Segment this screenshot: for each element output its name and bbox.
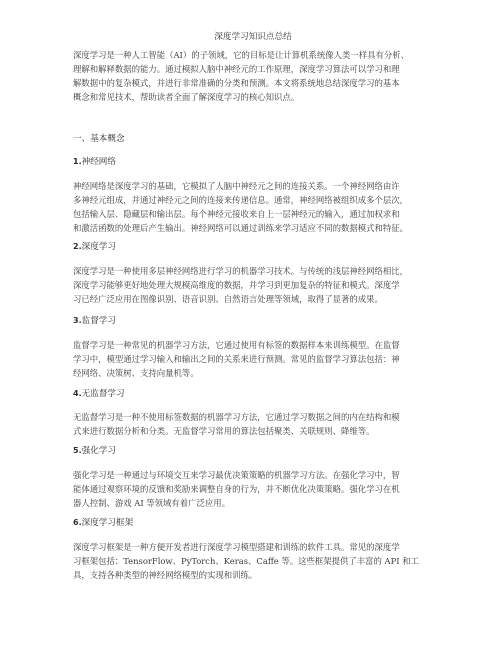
paragraph-line: 经网络、决策树、支持向量机等。 bbox=[73, 368, 199, 378]
intro-line: 理解和解释数据的能力。通过模拟人脑中神经元的工作原理，深度学习算法可以学习和理 bbox=[73, 64, 400, 74]
subsection-title: 监督学习 bbox=[81, 316, 116, 326]
subsection-title: 深度学习框架 bbox=[81, 518, 134, 528]
paragraph-neural-network bbox=[73, 179, 435, 235]
subsection-title: 无监督学习 bbox=[81, 389, 125, 399]
subsection-number: 3. bbox=[73, 316, 82, 325]
intro-line: 解数据中的复杂模式，并进行非常准确的分类和预测。本文将系统地总结深度学习的基本 bbox=[73, 78, 400, 88]
subsection-number: 4. bbox=[73, 389, 82, 398]
intro-paragraph bbox=[73, 48, 435, 104]
subsection-number: 2. bbox=[73, 242, 82, 251]
paragraph-line: 包括输入层、隐藏层和输出层。每个神经元接收来自上一层神经元的输入，通过加权求和 bbox=[73, 209, 400, 219]
paragraph-line: 强化学习是一种通过与环境交互来学习最优决策策略的机器学习方法。在强化学习中，智 bbox=[73, 470, 400, 480]
paragraph-line: 多神经元组成，并通过神经元之间的连接来传递信息。通常，神经网络被组织成多个层次， bbox=[73, 195, 408, 205]
subsection-heading-reinforcement-learning bbox=[73, 445, 116, 457]
paragraph-frameworks bbox=[73, 540, 435, 582]
paragraph-line: 具，支持各种类型的神经网络模型的实现和训练。 bbox=[73, 570, 258, 580]
paragraph-line: 习框架包括：TensorFlow、PyTorch、Keras、Caffe 等。这些框架提供了丰富的 API 和工 bbox=[73, 556, 419, 566]
subsection-title: 深度学习 bbox=[81, 242, 116, 252]
paragraph-line: 深度学习能够更好地处理大规模高维度的数据，并学习到更加复杂的特征和模式。深度学 bbox=[73, 280, 400, 290]
paragraph-line: 监督学习是一种常见的机器学习方法，它通过使用有标签的数据样本来训练模型。在监督 bbox=[73, 340, 400, 350]
document-title: 深度学习知识点总结 bbox=[214, 32, 292, 42]
paragraph-line: 学习中，模型通过学习输入和输出之间的关系来进行预测。常见的监督学习算法包括：神 bbox=[73, 354, 400, 364]
paragraph-line: 式来进行数据分析和分类。无监督学习常用的算法包括聚类、关联规则、降维等。 bbox=[73, 426, 375, 436]
paragraph-line: 器人控制、游戏 AI 等领域有着广泛应用。 bbox=[73, 498, 231, 508]
subsection-title: 神经网络 bbox=[81, 157, 116, 167]
subsection-number: 6. bbox=[73, 518, 82, 527]
paragraph-line: 能体通过观察环境的反馈和奖励来调整自身的行为，并不断优化决策策略。强化学习在机 bbox=[73, 484, 400, 494]
subsection-number: 5. bbox=[73, 446, 82, 455]
paragraph-line: 神经网络是深度学习的基础，它模拟了人脑中神经元之间的连接关系。一个神经网络由许 bbox=[73, 181, 400, 191]
subsection-number: 1. bbox=[73, 157, 82, 166]
subsection-title: 强化学习 bbox=[81, 446, 116, 456]
paragraph-line: 和激活函数的处理后产生输出。神经网络可以通过训练来学习适应不同的数据模式和特征。 bbox=[73, 223, 408, 233]
intro-line: 概念和常见技术，帮助读者全面了解深度学习的核心知识点。 bbox=[73, 92, 300, 102]
subsection-heading-neural-network bbox=[73, 156, 116, 168]
paragraph-line: 无监督学习是一种不使用标签数据的机器学习方法，它通过学习数据之间的内在结构和模 bbox=[73, 412, 400, 422]
intro-line: 深度学习是一种人工智能（AI）的子领域，它的目标是让计算机系统像人类一样具有分析、 bbox=[73, 50, 409, 60]
paragraph-line: 深度学习框架是一种方便开发者进行深度学习模型搭建和训练的软件工具。常见的深度学 bbox=[73, 542, 400, 552]
section-heading-basic-concepts: 一、基本概念 bbox=[73, 134, 125, 144]
subsection-heading-supervised-learning bbox=[73, 315, 116, 327]
paragraph-deep-learning bbox=[73, 264, 435, 306]
paragraph-supervised-learning bbox=[73, 338, 435, 380]
paragraph-line: 深度学习是一种使用多层神经网络进行学习的机器学习技术。与传统的浅层神经网络相比， bbox=[73, 266, 408, 276]
paragraph-reinforcement-learning bbox=[73, 468, 435, 510]
subsection-heading-unsupervised-learning bbox=[73, 388, 125, 400]
paragraph-unsupervised-learning bbox=[73, 410, 435, 438]
subsection-heading-frameworks bbox=[73, 517, 133, 529]
subsection-heading-deep-learning bbox=[73, 241, 116, 253]
paragraph-line: 习已经广泛应用在图像识别、语音识别、自然语言处理等领域，取得了显著的成果。 bbox=[73, 294, 383, 304]
